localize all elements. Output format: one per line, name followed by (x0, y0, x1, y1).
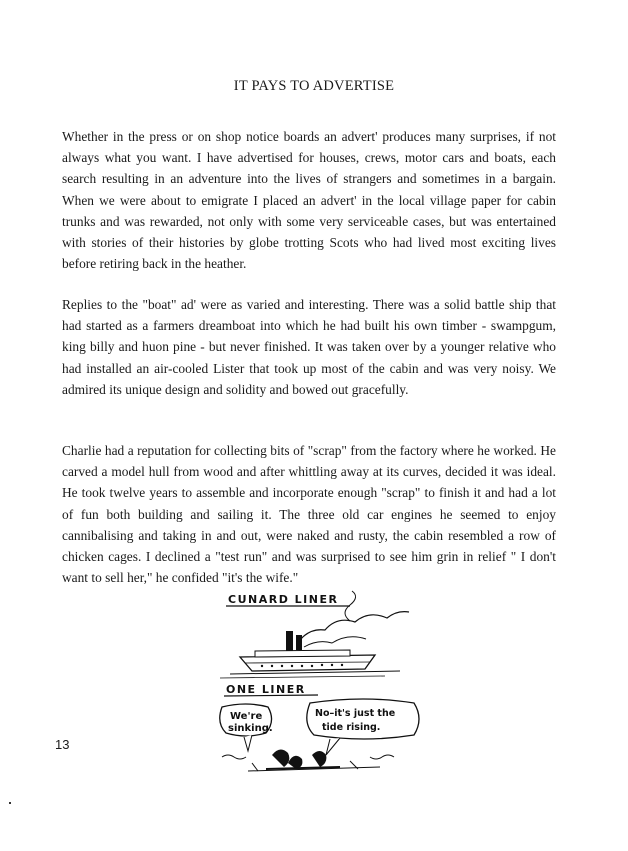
page-number: 13 (55, 737, 70, 752)
scan-speck (9, 802, 11, 804)
paragraph-1: Whether in the press or on shop notice boards an advert' produces many surprises, if not always what you want. I have advertised for houses, crews, motor cars and boats, each search resulting in an adventure into the lives of strangers and sometimes in a bargain. When we were about to emigrate I placed an advert' in the local village paper for cabin trunks and was rewarded, not only with some very serviceable cases, but was entertained with stories of their histories by globe trotting Scots who had lived most exciting lives before retiring back in the heather. (62, 129, 556, 272)
one-liner-label: ONE LINER (226, 683, 306, 696)
paragraph-3: Charlie had a reputation for collecting bits of "scrap" from the factory where he worked. He carved a model hull from wood and after whittling away at its curves, decided it was ideal. He took twelve years to assemble and incorporate enough "scrap" to finish it and had a lot of fun both building and sailing it. The three old car engines he seemed to enjoy cannibalising and taking in and out, were naked and rusty, the cabin resembled a row of chicken cages. I declined a "test run" and was surprised to see him grin in relief " I don't want to sell her," he confided "it's the wife." (62, 443, 556, 586)
bubble-right-line1: No–it's just the (315, 708, 396, 719)
bubble-right-line2: tide rising. (322, 722, 381, 733)
speech-bubble-left (220, 704, 273, 751)
speech-bubble-right (307, 699, 419, 755)
paragraph-2: Replies to the "boat" ad' were as varied and interesting. There was a solid battle ship that had started as a farmers dreamboat into which he had built his own timber - swampgum, king billy and huon pine - but never finished. It was taken over by a younger relative who had installed an air-cooled Lister that took up most of the cabin and was very noisy. We admired its unique design and solidity and bowed out gracefully. (62, 297, 556, 397)
smoke-trail (300, 612, 409, 640)
ship-drawing (220, 631, 400, 678)
bubble-left-line1: We're (230, 711, 263, 722)
sinking-figures (222, 749, 394, 771)
page-title: IT PAYS TO ADVERTISE (233, 78, 395, 94)
cunard-liner-label: CUNARD LINER (228, 593, 339, 606)
cartoon-illustration (200, 585, 430, 785)
bubble-left-line2: sinking. (228, 723, 273, 734)
